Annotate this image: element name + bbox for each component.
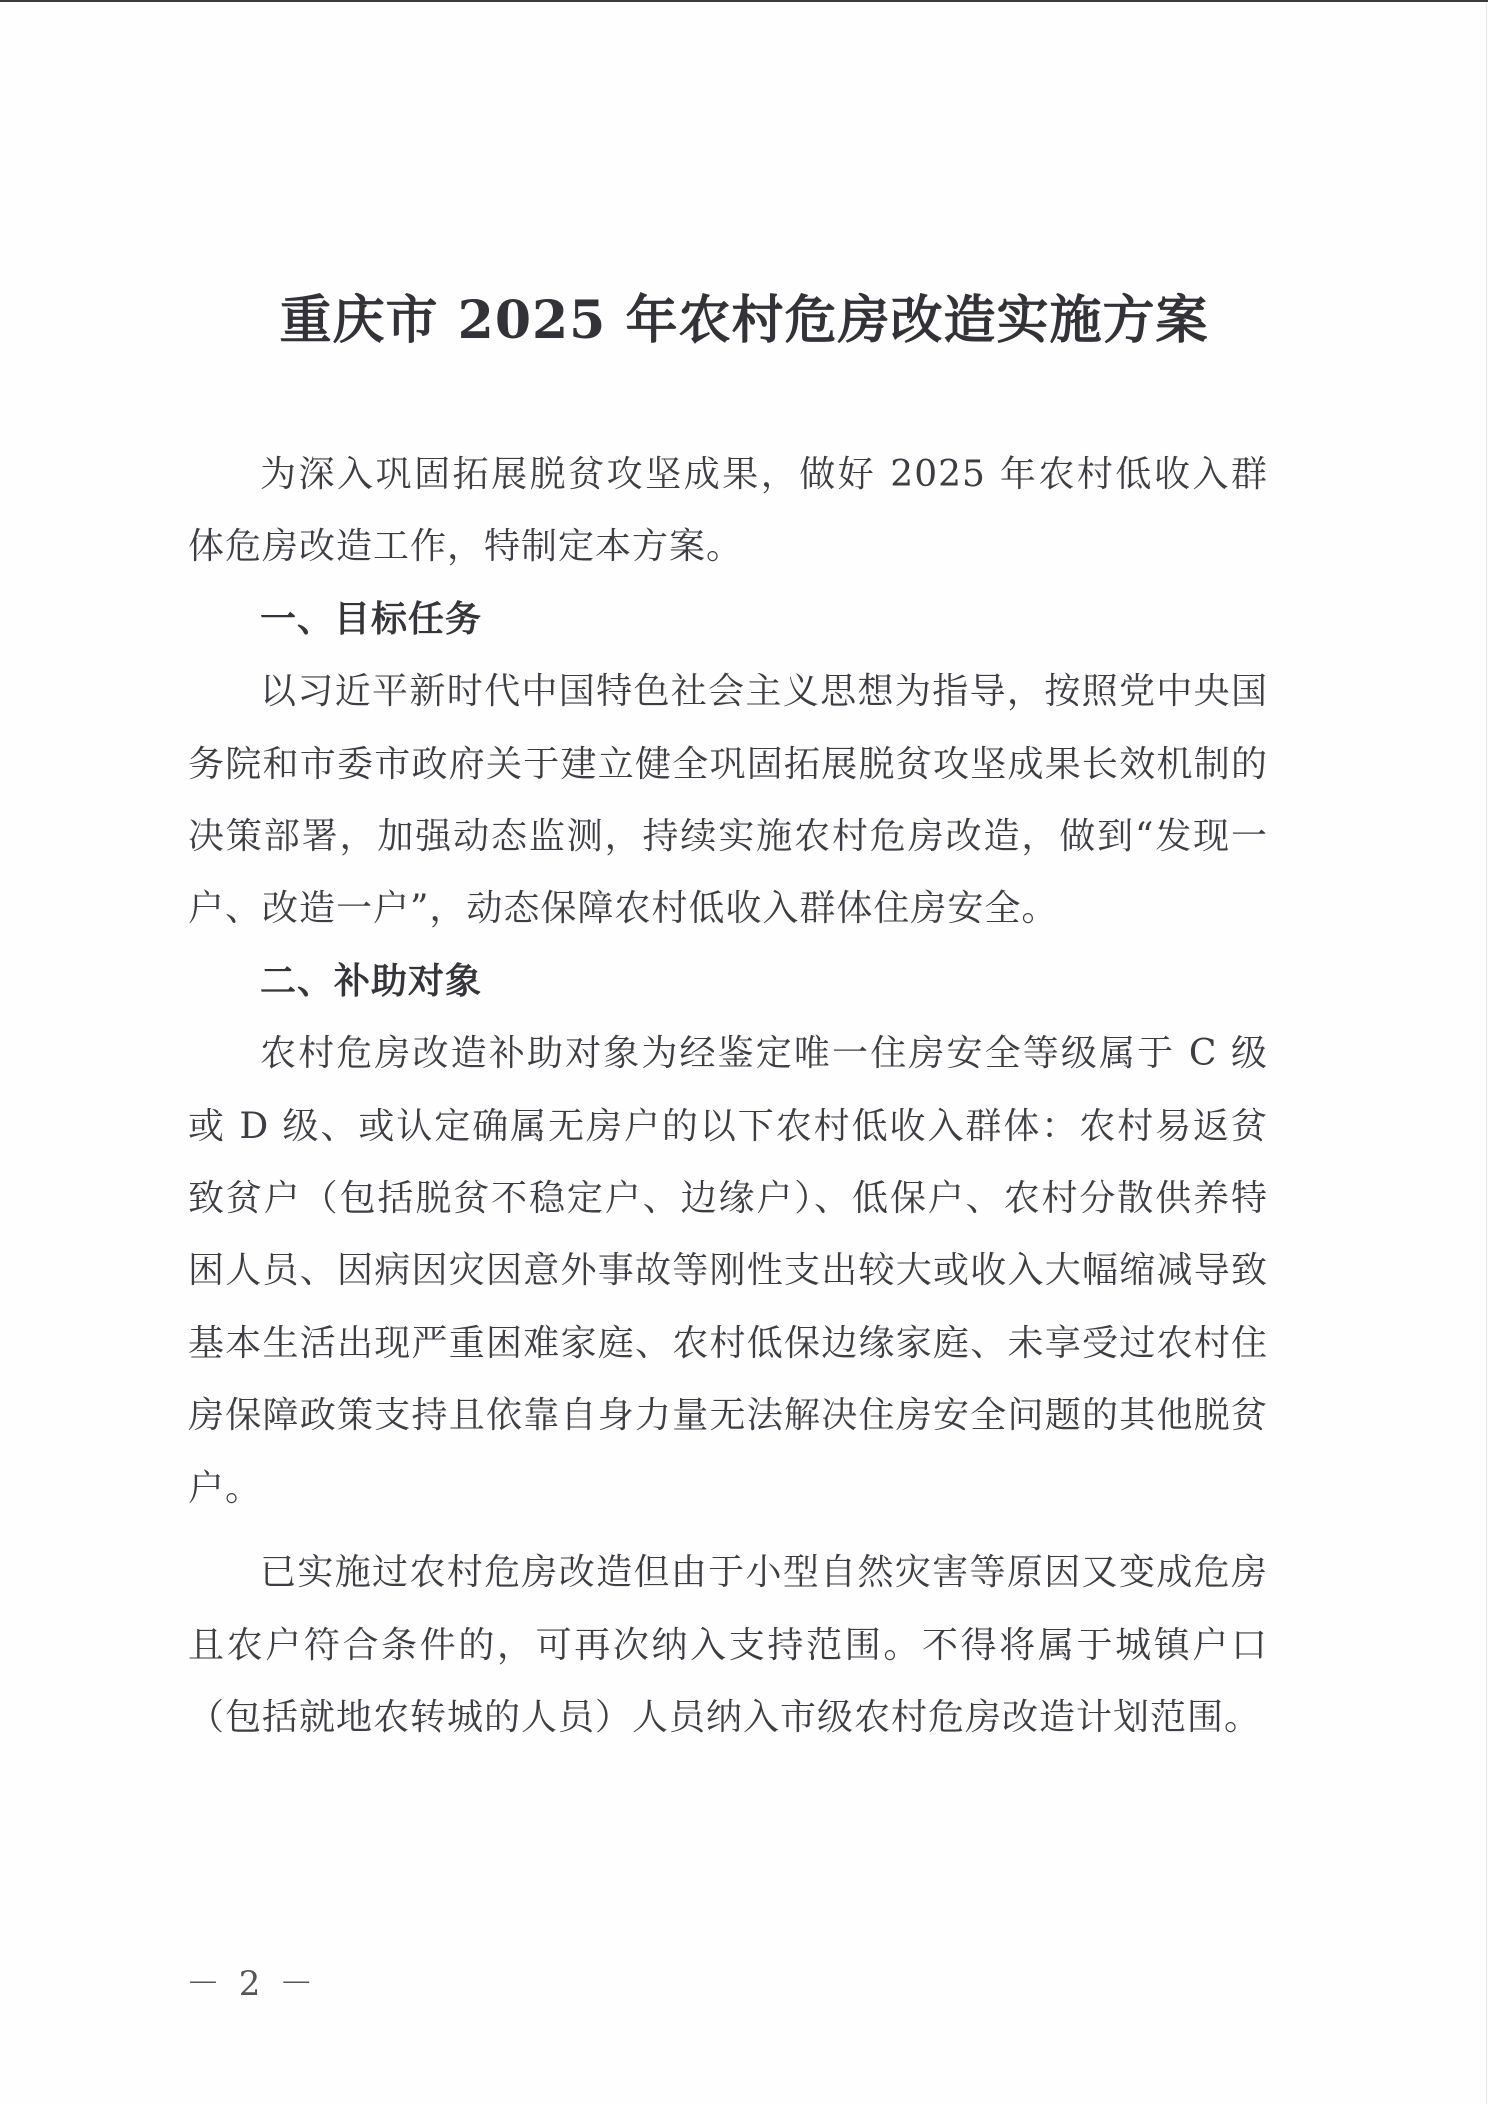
intro-paragraph: 为深入巩固拓展脱贫攻坚成果，做好 2025 年农村低收入群体危房改造工作，特制定本方案。: [188, 454, 1268, 568]
subsidy-targets-paragraph: 农村危房改造补助对象为经鉴定唯一住房安全等级属于 C 级或 D 级、或认定确属无房户的以下农村低收入群体：农村易返贫致贫户（包括脱贫不稳定户、边缘户）、低保户、农村分散供养特困人员、因病因灾因意外事故等刚性支出较大或收入大幅缩减导致基本生活出现严重困难家庭、农村低保边缘家庭、未享受过农村住房保障政策支持且依靠自身力量无法解决住房安全问题的其他脱贫户。: [188, 1033, 1268, 1509]
document-title: 重庆市 2025 年农村危房改造实施方案: [279, 290, 1209, 351]
document-body: [188, 439, 1268, 1754]
goals-paragraph: 以习近平新时代中国特色社会主义思想为指导，按照党中央国务院和市委市政府关于建立健全巩固拓展脱贫攻坚成果长效机制的决策部署，加强动态监测，持续实施农村危房改造，做到“发现一户、改造一户”，动态保障农村低收入群体住房安全。: [188, 671, 1268, 930]
page-number: － 2 －: [186, 1964, 318, 2004]
re-inclusion-paragraph: 已实施过农村危房改造但由于小型自然灾害等原因又变成危房且农户符合条件的，可再次纳入支持范围。不得将属于城镇户口（包括就地农转城的人员）人员纳入市级农村危房改造计划范围。: [188, 1552, 1268, 1738]
section-heading-subsidy-targets: 二、补助对象: [260, 960, 483, 1002]
section-heading-goals: 一、目标任务: [260, 598, 483, 640]
